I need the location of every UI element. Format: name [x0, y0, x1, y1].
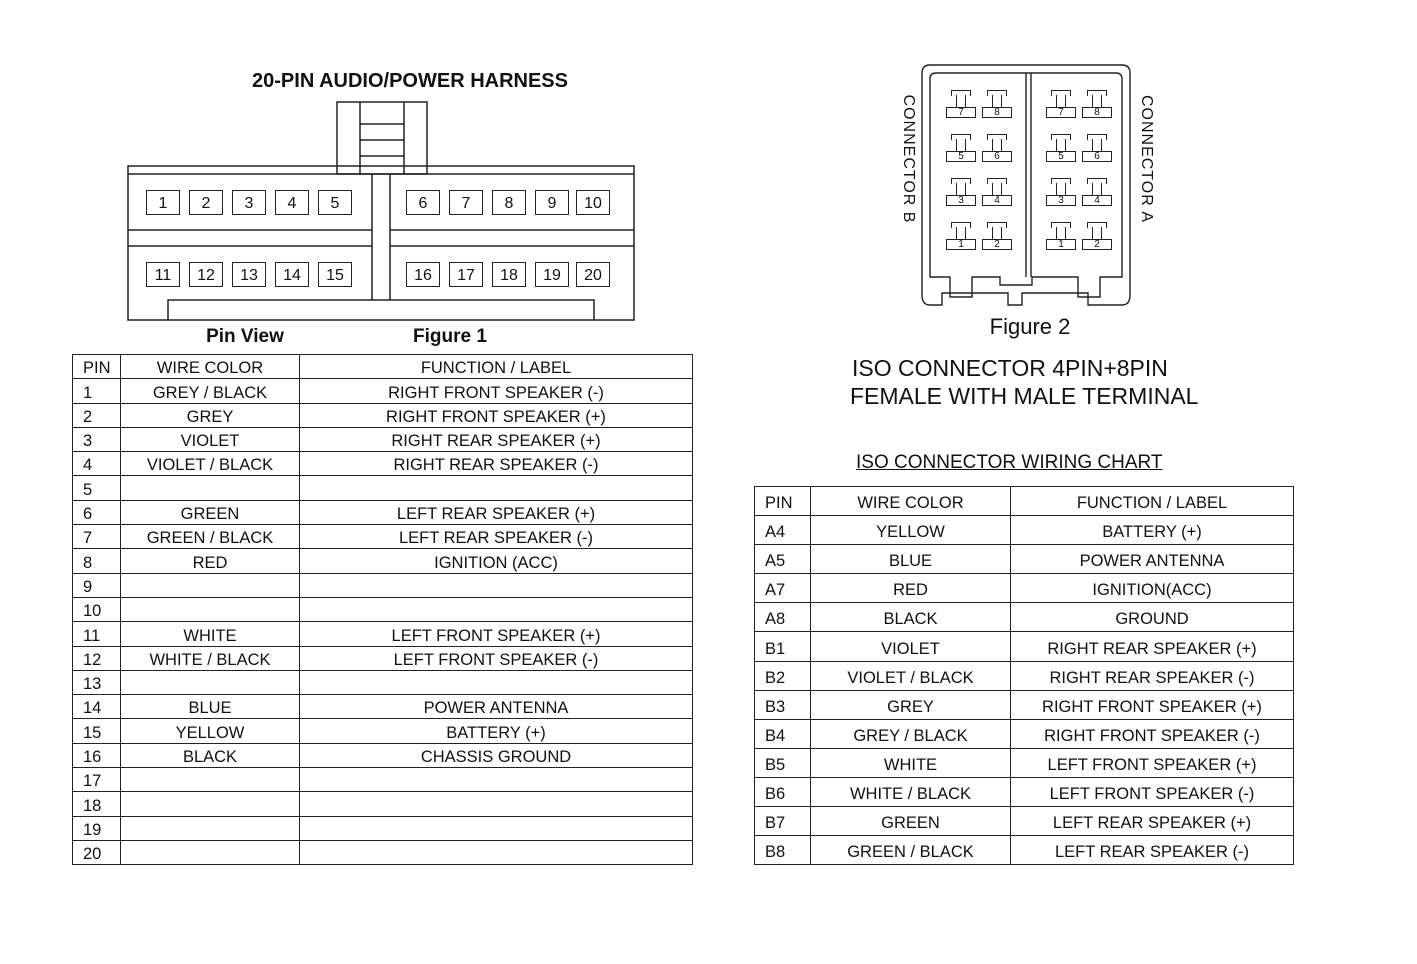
wire-color-cell: VIOLET / BLACK: [811, 661, 1011, 690]
wire-color-cell: RED: [811, 574, 1011, 603]
wire-color-cell: [121, 840, 300, 864]
iso-pin-number: 3: [946, 195, 976, 206]
pin-cell: B3: [755, 690, 811, 719]
function-cell: [300, 840, 693, 864]
connector-a-pin: [1082, 178, 1112, 208]
pin-cell: B1: [755, 632, 811, 661]
wire-color-cell: GREEN: [121, 500, 300, 524]
table-row: [73, 427, 693, 451]
function-cell: GROUND: [1011, 603, 1294, 632]
iso-title-line-2: FEMALE WITH MALE TERMINAL: [850, 383, 1199, 409]
table-row: [755, 777, 1294, 806]
table-row: [73, 792, 693, 816]
iso-pin-number: 7: [946, 107, 976, 118]
table-header-row: [755, 487, 1294, 516]
wire-color-cell: [121, 476, 300, 500]
pin-cell: A7: [755, 574, 811, 603]
iso-pin-number: 8: [1082, 107, 1112, 118]
connector-b-pin: [982, 134, 1012, 164]
pin-cell: B6: [755, 777, 811, 806]
wire-color-cell: YELLOW: [121, 719, 300, 743]
table-row: [73, 549, 693, 573]
wire-color-cell: BLACK: [121, 743, 300, 767]
function-cell: RIGHT FRONT SPEAKER (-): [300, 379, 693, 403]
table-row: [73, 719, 693, 743]
function-cell: BATTERY (+): [1011, 516, 1294, 545]
wire-color-cell: BLUE: [121, 695, 300, 719]
pin-cell: 11: [73, 622, 121, 646]
table-row: [73, 403, 693, 427]
table-row: [755, 748, 1294, 777]
iso-pin-number: 5: [1046, 151, 1076, 162]
connector-a-label: CONNECTOR A: [1138, 94, 1155, 224]
table-row: [73, 816, 693, 840]
pin-cell: 20: [73, 840, 121, 864]
pin-cell: 10: [73, 597, 121, 621]
pin-cell: A8: [755, 603, 811, 632]
wire-color-cell: [121, 792, 300, 816]
harness-pin: 17: [449, 262, 483, 287]
table-row: [73, 622, 693, 646]
pin-cell: 5: [73, 476, 121, 500]
harness-pin: 20: [576, 262, 610, 287]
wire-color-cell: BLUE: [811, 545, 1011, 574]
wire-color-cell: [121, 816, 300, 840]
function-cell: LEFT FRONT SPEAKER (+): [1011, 748, 1294, 777]
table-row: [755, 661, 1294, 690]
function-cell: LEFT REAR SPEAKER (-): [300, 525, 693, 549]
pin-cell: 19: [73, 816, 121, 840]
function-cell: [300, 670, 693, 694]
pin-cell: 14: [73, 695, 121, 719]
table-row: [73, 476, 693, 500]
figure-1-label: Figure 1: [413, 326, 487, 347]
iso-pin-number: 2: [982, 239, 1012, 250]
harness-pin: 11: [146, 262, 180, 287]
pin-cell: 16: [73, 743, 121, 767]
table-row: [755, 690, 1294, 719]
wire-color-cell: [121, 768, 300, 792]
harness-pin: 8: [492, 190, 526, 215]
wire-color-cell: GREY / BLACK: [811, 719, 1011, 748]
table-row: [73, 597, 693, 621]
harness-pin: 2: [189, 190, 223, 215]
table-header-cell: WIRE COLOR: [811, 487, 1011, 516]
table-header-cell: FUNCTION / LABEL: [1011, 487, 1294, 516]
table-header-cell: FUNCTION / LABEL: [300, 355, 693, 379]
pin-cell: 15: [73, 719, 121, 743]
wire-color-cell: RED: [121, 549, 300, 573]
wire-color-cell: YELLOW: [811, 516, 1011, 545]
connector-b-pin: [946, 178, 976, 208]
iso-chart-title: ISO CONNECTOR WIRING CHART: [856, 452, 1163, 473]
harness-pin: 3: [232, 190, 266, 215]
iso-pin-number: 1: [946, 239, 976, 250]
wire-color-cell: VIOLET: [811, 632, 1011, 661]
iso-pin-number: 1: [1046, 239, 1076, 250]
iso-pin-number: 6: [1082, 151, 1112, 162]
pin-cell: A5: [755, 545, 811, 574]
iso-wiring-table: [754, 486, 1294, 865]
pin-cell: 12: [73, 646, 121, 670]
harness-pin: 10: [576, 190, 610, 215]
function-cell: [300, 816, 693, 840]
table-row: [73, 525, 693, 549]
iso-pin-number: 6: [982, 151, 1012, 162]
function-cell: [300, 792, 693, 816]
table-row: [73, 452, 693, 476]
harness-pin: 15: [318, 262, 352, 287]
wire-color-cell: GREY / BLACK: [121, 379, 300, 403]
iso-connector-outline: [900, 55, 1150, 315]
harness-pin: 9: [535, 190, 569, 215]
table-row: [755, 632, 1294, 661]
wire-color-cell: WHITE: [121, 622, 300, 646]
function-cell: POWER ANTENNA: [1011, 545, 1294, 574]
iso-pin-number: 3: [1046, 195, 1076, 206]
iso-pin-number: 7: [1046, 107, 1076, 118]
function-cell: RIGHT FRONT SPEAKER (-): [1011, 719, 1294, 748]
connector-b-pin: [982, 222, 1012, 252]
table-row: [755, 603, 1294, 632]
harness-pin: 7: [449, 190, 483, 215]
wire-color-cell: [121, 597, 300, 621]
wire-color-cell: GREY: [121, 403, 300, 427]
pin-view-label: Pin View: [206, 326, 284, 347]
function-cell: LEFT REAR SPEAKER (+): [1011, 807, 1294, 836]
harness-pin: 12: [189, 262, 223, 287]
harness-pin: 1: [146, 190, 180, 215]
pin-cell: B7: [755, 807, 811, 836]
connector-a-pin: [1082, 134, 1112, 164]
function-cell: RIGHT FRONT SPEAKER (+): [1011, 690, 1294, 719]
wire-color-cell: GREEN: [811, 807, 1011, 836]
wire-color-cell: GREY: [811, 690, 1011, 719]
table-row: [73, 743, 693, 767]
iso-pin-number: 8: [982, 107, 1012, 118]
wire-color-cell: VIOLET: [121, 427, 300, 451]
function-cell: POWER ANTENNA: [300, 695, 693, 719]
function-cell: LEFT FRONT SPEAKER (-): [1011, 777, 1294, 806]
table-row: [755, 516, 1294, 545]
function-cell: RIGHT FRONT SPEAKER (+): [300, 403, 693, 427]
wire-color-cell: [121, 573, 300, 597]
table-row: [73, 500, 693, 524]
pin-cell: B4: [755, 719, 811, 748]
connector-b-pin: [982, 90, 1012, 120]
harness-pin: 18: [492, 262, 526, 287]
pin-cell: 8: [73, 549, 121, 573]
harness-pin: 4: [275, 190, 309, 215]
wire-color-cell: WHITE / BLACK: [121, 646, 300, 670]
table-row: [73, 768, 693, 792]
pin-cell: B5: [755, 748, 811, 777]
table-row: [755, 836, 1294, 865]
table-row: [73, 573, 693, 597]
wire-color-cell: VIOLET / BLACK: [121, 452, 300, 476]
function-cell: CHASSIS GROUND: [300, 743, 693, 767]
table-row: [73, 670, 693, 694]
function-cell: [300, 476, 693, 500]
function-cell: LEFT REAR SPEAKER (+): [300, 500, 693, 524]
harness-pin: 13: [232, 262, 266, 287]
function-cell: LEFT FRONT SPEAKER (-): [300, 646, 693, 670]
function-cell: RIGHT REAR SPEAKER (-): [1011, 661, 1294, 690]
function-cell: BATTERY (+): [300, 719, 693, 743]
harness-pin: 14: [275, 262, 309, 287]
pin-wiring-table: [72, 354, 693, 865]
iso-pin-number: 5: [946, 151, 976, 162]
connector-b-label: CONNECTOR B: [900, 94, 917, 224]
table-header-cell: WIRE COLOR: [121, 355, 300, 379]
function-cell: [300, 573, 693, 597]
pin-cell: 1: [73, 379, 121, 403]
function-cell: LEFT REAR SPEAKER (-): [1011, 836, 1294, 865]
connector-b-pin: [982, 178, 1012, 208]
function-cell: [300, 768, 693, 792]
harness-pin: 5: [318, 190, 352, 215]
connector-b-pin: [946, 90, 976, 120]
pin-cell: 9: [73, 573, 121, 597]
harness-pin: 19: [535, 262, 569, 287]
connector-b-pin: [946, 134, 976, 164]
pin-cell: 7: [73, 525, 121, 549]
table-row: [73, 646, 693, 670]
wire-color-cell: BLACK: [811, 603, 1011, 632]
table-row: [755, 719, 1294, 748]
function-cell: RIGHT REAR SPEAKER (-): [300, 452, 693, 476]
wire-color-cell: WHITE: [811, 748, 1011, 777]
iso-title-line-1: ISO CONNECTOR 4PIN+8PIN: [852, 355, 1168, 381]
table-row: [73, 840, 693, 864]
table-row: [755, 574, 1294, 603]
wire-color-cell: [121, 670, 300, 694]
pin-cell: B8: [755, 836, 811, 865]
connector-a-pin: [1046, 222, 1076, 252]
pin-cell: 4: [73, 452, 121, 476]
table-header-row: [73, 355, 693, 379]
table-header-cell: PIN: [755, 487, 811, 516]
function-cell: [300, 597, 693, 621]
harness-pin: 6: [406, 190, 440, 215]
pin-cell: 6: [73, 500, 121, 524]
function-cell: LEFT FRONT SPEAKER (+): [300, 622, 693, 646]
connector-a-pin: [1046, 134, 1076, 164]
function-cell: IGNITION(ACC): [1011, 574, 1294, 603]
connector-b-pin: [946, 222, 976, 252]
pin-cell: 18: [73, 792, 121, 816]
wire-color-cell: GREEN / BLACK: [811, 836, 1011, 865]
iso-pin-number: 4: [1082, 195, 1112, 206]
table-row: [73, 379, 693, 403]
iso-pin-number: 2: [1082, 239, 1112, 250]
wire-color-cell: WHITE / BLACK: [811, 777, 1011, 806]
pin-cell: B2: [755, 661, 811, 690]
pin-cell: A4: [755, 516, 811, 545]
function-cell: RIGHT REAR SPEAKER (+): [1011, 632, 1294, 661]
pin-cell: 3: [73, 427, 121, 451]
table-row: [73, 695, 693, 719]
harness-title: 20-PIN AUDIO/POWER HARNESS: [252, 70, 568, 92]
pin-cell: 13: [73, 670, 121, 694]
harness-pin: 16: [406, 262, 440, 287]
table-header-cell: PIN: [73, 355, 121, 379]
wire-color-cell: GREEN / BLACK: [121, 525, 300, 549]
pin-cell: 17: [73, 768, 121, 792]
connector-a-pin: [1046, 178, 1076, 208]
function-cell: IGNITION (ACC): [300, 549, 693, 573]
table-row: [755, 807, 1294, 836]
connector-a-pin: [1082, 90, 1112, 120]
iso-pin-number: 4: [982, 195, 1012, 206]
connector-a-pin: [1082, 222, 1112, 252]
connector-a-pin: [1046, 90, 1076, 120]
figure-2-label: Figure 2: [989, 314, 1071, 339]
pin-cell: 2: [73, 403, 121, 427]
table-row: [755, 545, 1294, 574]
function-cell: RIGHT REAR SPEAKER (+): [300, 427, 693, 451]
